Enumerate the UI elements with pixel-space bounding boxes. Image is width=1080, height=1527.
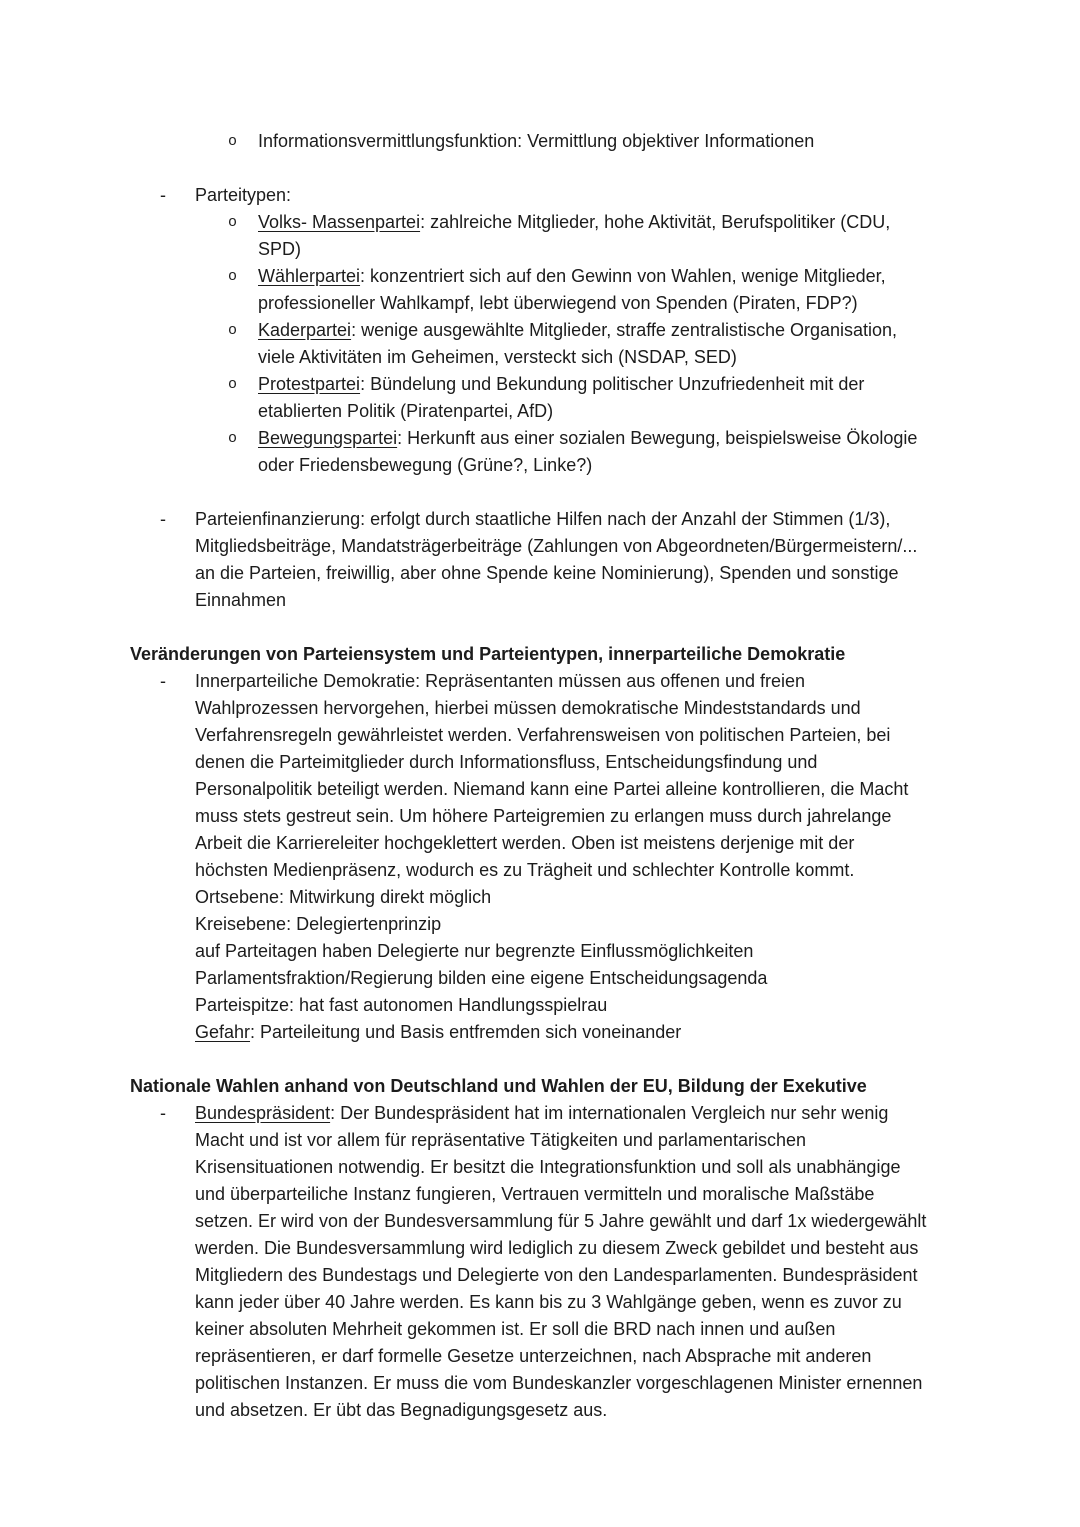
dash-bullet-marker: - bbox=[160, 1103, 166, 1123]
text-content: Ortsebene: Mitwirkung direkt möglich bbox=[195, 887, 492, 907]
sub-bullet-item bbox=[130, 425, 932, 479]
circle-bullet-marker: o bbox=[228, 133, 238, 150]
bullet-item bbox=[130, 506, 932, 614]
circle-bullet-marker: o bbox=[228, 214, 238, 231]
text-line bbox=[130, 965, 932, 992]
text-line bbox=[130, 884, 932, 911]
text-line bbox=[130, 992, 932, 1019]
text-content bbox=[258, 371, 932, 425]
underlined-term: Wählerpartei bbox=[258, 266, 361, 286]
text-content: Parlamentsfraktion/Regierung bilden eine eigene Entscheidungsagenda bbox=[195, 968, 768, 988]
circle-bullet-marker: o bbox=[228, 322, 238, 339]
term-description: : zahlreiche Mitglieder, hohe Aktivität, Berufspolitiker (CDU, SPD) bbox=[258, 212, 891, 259]
text-content bbox=[195, 1100, 932, 1424]
sub-bullet-item bbox=[130, 128, 932, 155]
bullet-item bbox=[130, 668, 932, 884]
term-description: : Parteileitung und Basis entfremden sich voneinander bbox=[250, 1022, 682, 1042]
circle-bullet-marker: o bbox=[228, 376, 238, 393]
term-description: : Der Bundespräsident hat im internationalen Vergleich nur sehr wenig Macht und ist vor allem für repräsentative Tätigkeiten und parlamentarischen Krisensituationen notwendig. Er besitzt die Integrationsfunktion und soll als unabhängige und überparteiliche Instanz fungieren, Vertrauen vermitteln und moralische Maßstäbe setzen. Er wird von der Bundesversammlung für 5 Jahre gewählt und darf 1x wiedergewählt werden. Die Bundesversammlung wird lediglich zu diesem Zweck gebildet und besteht aus Mitgliedern des Bundestags und Delegierte von den Landesparlamenten. Bundespräsident kann jeder über 40 Jahre werden. Es kann bis zu 3 Wahlgänge geben, wenn es zuvor zu keiner absoluten Mehrheit gekommen ist. Er soll die BRD nach innen und außen repräsentieren, er darf formelle Gesetze unterzeichnen, nach Absprache mit anderen politischen Instanzen. Er muss die vom Bundeskanzler vorgeschlagenen Minister ernennen und absetzen. Er übt das Begnadigungsgesetz aus. bbox=[195, 1103, 927, 1420]
text-content: Innerparteiliche Demokratie: Repräsentanten müssen aus offenen und freien Wahlprozessen hervorgehen, hierbei müssen demokratische Mindeststandards und Verfahrensregeln gewährleistet werden. Verfahrensweisen von politischen Parteien, bei denen die Parteimitglieder durch Informationsfluss, Entscheidungsfindung und Personalpolitik beteiligt werden. Niemand kann eine Partei alleine kontrollieren, die Macht muss stets gestreut sein. Um höhere Parteigremien zu erlangen muss durch jahrelange Arbeit die Karriereleiter hochgeklettert werden. Oben ist meistens derjenige mit der höchsten Medienpräsenz, wodurch es zu Trägheit und schlechter Kontrolle kommt. bbox=[195, 671, 909, 880]
underlined-term: Volks- Massenpartei bbox=[258, 212, 421, 232]
dash-bullet-marker: - bbox=[160, 185, 166, 205]
circle-bullet-marker: o bbox=[228, 268, 238, 285]
underlined-term: Kaderpartei bbox=[258, 320, 352, 340]
text-content: Informationsvermittlungsfunktion: Vermittlung objektiver Informationen bbox=[258, 131, 815, 151]
text-content: Nationale Wahlen anhand von Deutschland und Wahlen der EU, Bildung der Exekutive bbox=[130, 1076, 867, 1096]
text-content: auf Parteitagen haben Delegierte nur begrenzte Einflussmöglichkeiten bbox=[195, 941, 754, 961]
text-content bbox=[258, 425, 932, 479]
bullet-item bbox=[130, 182, 932, 209]
text-content bbox=[258, 263, 932, 317]
term-description: : Herkunft aus einer sozialen Bewegung, beispielsweise Ökologie oder Friedensbewegung (Grüne?, Linke?) bbox=[258, 428, 918, 475]
sub-bullet-item bbox=[130, 263, 932, 317]
text-line bbox=[130, 911, 932, 938]
underlined-term: Bewegungspartei bbox=[258, 428, 398, 448]
sub-bullet-item bbox=[130, 371, 932, 425]
bullet-item bbox=[130, 1100, 932, 1424]
text-line bbox=[130, 938, 932, 965]
text-content bbox=[258, 209, 932, 263]
sub-bullet-item bbox=[130, 317, 932, 371]
term-description: : Bündelung und Bekundung politischer Unzufriedenheit mit der etablierten Politik (Piratenpartei, AfD) bbox=[258, 374, 865, 421]
section-heading bbox=[130, 641, 932, 668]
text-content bbox=[195, 1022, 681, 1042]
sub-bullet-item bbox=[130, 209, 932, 263]
underlined-term: Gefahr bbox=[195, 1022, 251, 1042]
paragraph-spacer bbox=[130, 479, 932, 506]
text-content: Parteitypen: bbox=[195, 185, 292, 205]
section-heading bbox=[130, 1073, 932, 1100]
paragraph-spacer bbox=[130, 614, 932, 641]
circle-bullet-marker: o bbox=[228, 430, 238, 447]
text-content: Parteienfinanzierung: erfolgt durch staatliche Hilfen nach der Anzahl der Stimmen (1/3), Mitgliedsbeiträge, Mandatsträgerbeiträge (Zahlungen von Abgeordneten/Bürgermeistern/... an die Parteien, freiwillig, aber ohne Spende keine Nominierung), Spenden und sonstige Einnahmen bbox=[195, 509, 918, 610]
underlined-term: Protestpartei bbox=[258, 374, 361, 394]
text-line bbox=[130, 1019, 932, 1046]
term-description: : konzentriert sich auf den Gewinn von Wahlen, wenige Mitglieder, professioneller Wahlkampf, lebt überwiegend von Spenden (Piraten, FDP?) bbox=[258, 266, 886, 313]
paragraph-spacer bbox=[130, 155, 932, 182]
text-content: Veränderungen von Parteiensystem und Parteientypen, innerparteiliche Demokratie bbox=[130, 644, 846, 664]
underlined-term: Bundespräsident bbox=[195, 1103, 331, 1123]
paragraph-spacer bbox=[130, 1046, 932, 1073]
term-description: : wenige ausgewählte Mitglieder, straffe zentralistische Organisation, viele Aktivitäten im Geheimen, versteckt sich (NSDAP, SED) bbox=[258, 320, 898, 367]
dash-bullet-marker: - bbox=[160, 671, 166, 691]
text-content: Kreisebene: Delegiertenprinzip bbox=[195, 914, 442, 934]
dash-bullet-marker: - bbox=[160, 509, 166, 529]
text-content bbox=[258, 317, 932, 371]
text-content: Parteispitze: hat fast autonomen Handlungsspielrau bbox=[195, 995, 608, 1015]
